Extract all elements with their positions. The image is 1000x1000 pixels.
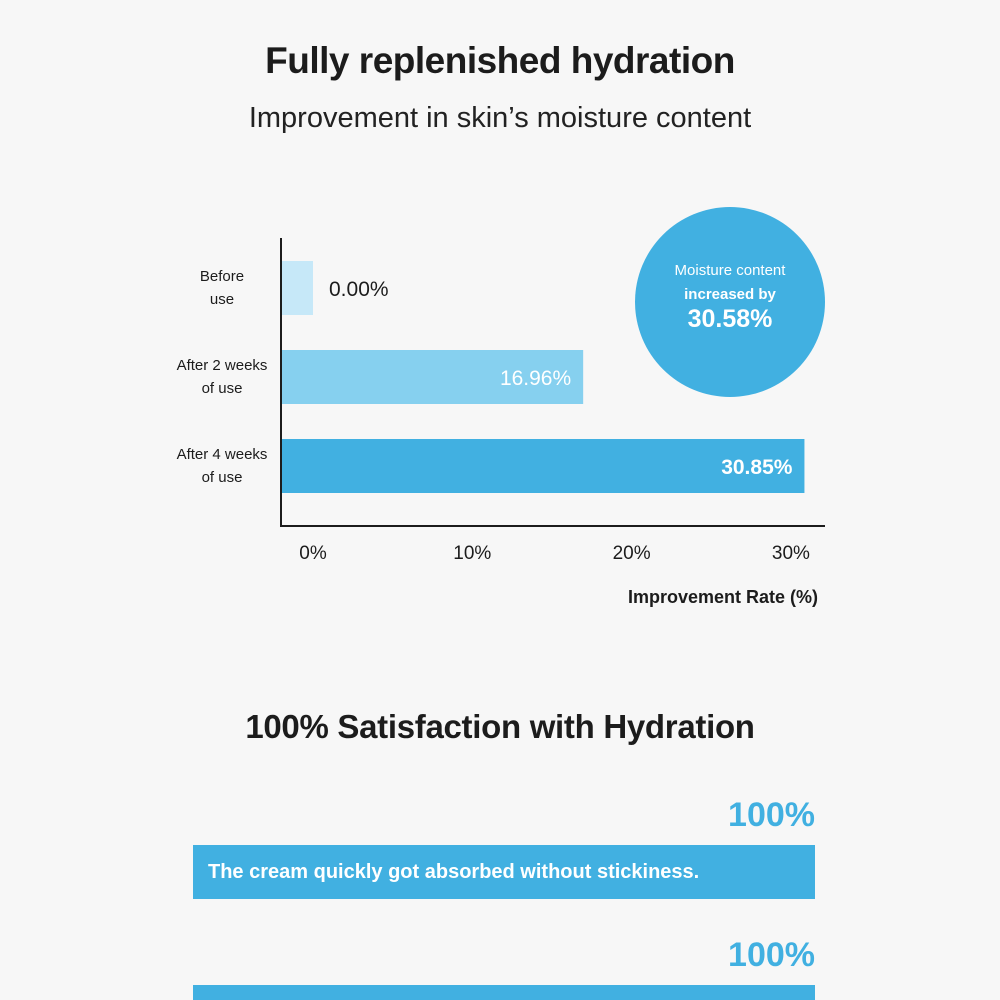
badge-label-line2: increased by bbox=[684, 286, 776, 303]
moisture-increase-badge bbox=[635, 207, 825, 397]
satisfaction-bar-1 bbox=[193, 845, 815, 899]
badge-label-line1: Moisture content bbox=[674, 262, 786, 279]
satisfaction-percent-1: 100% bbox=[728, 796, 815, 834]
page-subtitle: Improvement in skin’s moisture content bbox=[248, 102, 752, 134]
x-axis-title: Improvement Rate (%) bbox=[627, 587, 818, 607]
x-tick-label-4: 30% bbox=[771, 543, 810, 564]
page-title: Fully replenished hydration bbox=[265, 40, 735, 81]
bar-value-label-3: 30.85% bbox=[721, 456, 793, 479]
x-tick-label-3: 20% bbox=[612, 543, 651, 564]
category-label-1-line-1: Before bbox=[199, 268, 245, 285]
bar-1 bbox=[281, 261, 313, 315]
satisfaction-title: 100% Satisfaction with Hydration bbox=[245, 708, 755, 745]
bar-value-label-2: 16.96% bbox=[499, 367, 572, 390]
category-label-1-line-2: use bbox=[209, 291, 235, 308]
category-label-2-line-1: After 2 weeks bbox=[176, 357, 268, 374]
category-label-3-line-1: After 4 weeks bbox=[176, 446, 268, 463]
x-tick-label-1: 0% bbox=[299, 543, 327, 564]
badge-value: 30.58% bbox=[687, 305, 773, 333]
satisfaction-percent-2: 100% bbox=[728, 936, 815, 974]
bar-value-label-1: 0.00% bbox=[329, 278, 389, 301]
category-label-3-line-2: of use bbox=[201, 469, 243, 486]
satisfaction-bar-2 bbox=[193, 985, 815, 1000]
x-tick-label-2: 10% bbox=[453, 543, 492, 564]
category-label-2-line-2: of use bbox=[201, 380, 243, 397]
satisfaction-statement-1: The cream quickly got absorbed without stickiness. bbox=[208, 860, 700, 883]
